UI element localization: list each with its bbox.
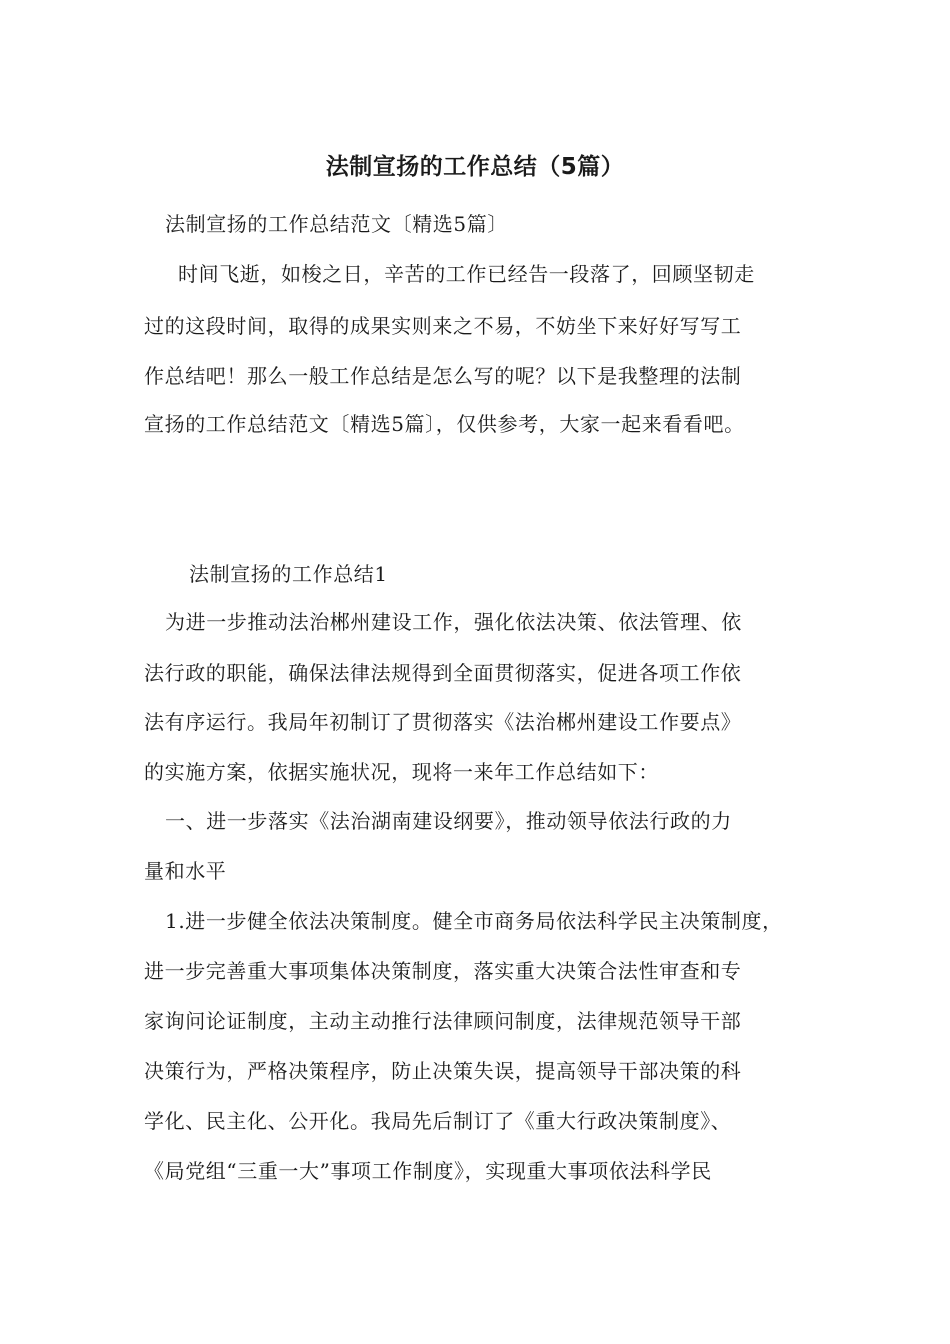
paragraph-line: 法行政的职能，确保法律法规得到全面贯彻落实，促进各项工作依 [144,661,742,685]
intro-line: 时间飞逝，如梭之日，辛苦的工作已经告一段落了，回顾坚韧走 [178,262,755,286]
paragraph-line: 家询问论证制度，主动主动推行法律顾问制度，法律规范领导干部 [144,1009,742,1033]
intro-line: 宣扬的工作总结范文〔精选5篇〕，仅供参考，大家一起来看看吧。 [144,412,745,436]
list-item-heading: 一、进一步落实《法治湖南建设纲要》，推动领导依法行政的力 [165,809,732,833]
list-item-heading: 量和水平 [144,859,227,883]
paragraph-line: 法有序运行。我局年初制订了贯彻落实《法治郴州建设工作要点》 [144,710,742,734]
paragraph-line: 《局党组“三重一大”事项工作制度》，实现重大事项依法科学民 [144,1159,712,1183]
paragraph-line: 为进一步推动法治郴州建设工作，强化依法决策、依法管理、依 [165,610,742,634]
paragraph-line: 进一步完善重大事项集体决策制度，落实重大决策合法性审查和专 [144,959,742,983]
intro-line: 过的这段时间，取得的成果实则来之不易，不妨坐下来好好写写工 [144,314,742,338]
document-title: 法制宣扬的工作总结（5篇） [325,154,625,180]
section-heading: 法制宣扬的工作总结1 [189,562,388,586]
intro-line: 作总结吧！那么一般工作总结是怎么写的呢？以下是我整理的法制 [144,364,742,388]
document-subtitle: 法制宣扬的工作总结范文〔精选5篇〕 [165,212,508,236]
paragraph-line: 的实施方案，依据实施状况，现将一来年工作总结如下： [144,760,659,784]
paragraph-line: 决策行为，严格决策程序，防止决策失误，提高领导干部决策的科 [144,1059,742,1083]
paragraph-line: 学化、民主化、公开化。我局先后制订了《重大行政决策制度》、 [144,1109,732,1133]
paragraph-line: 1.进一步健全依法决策制度。健全市商务局依法科学民主决策制度， [165,909,783,933]
